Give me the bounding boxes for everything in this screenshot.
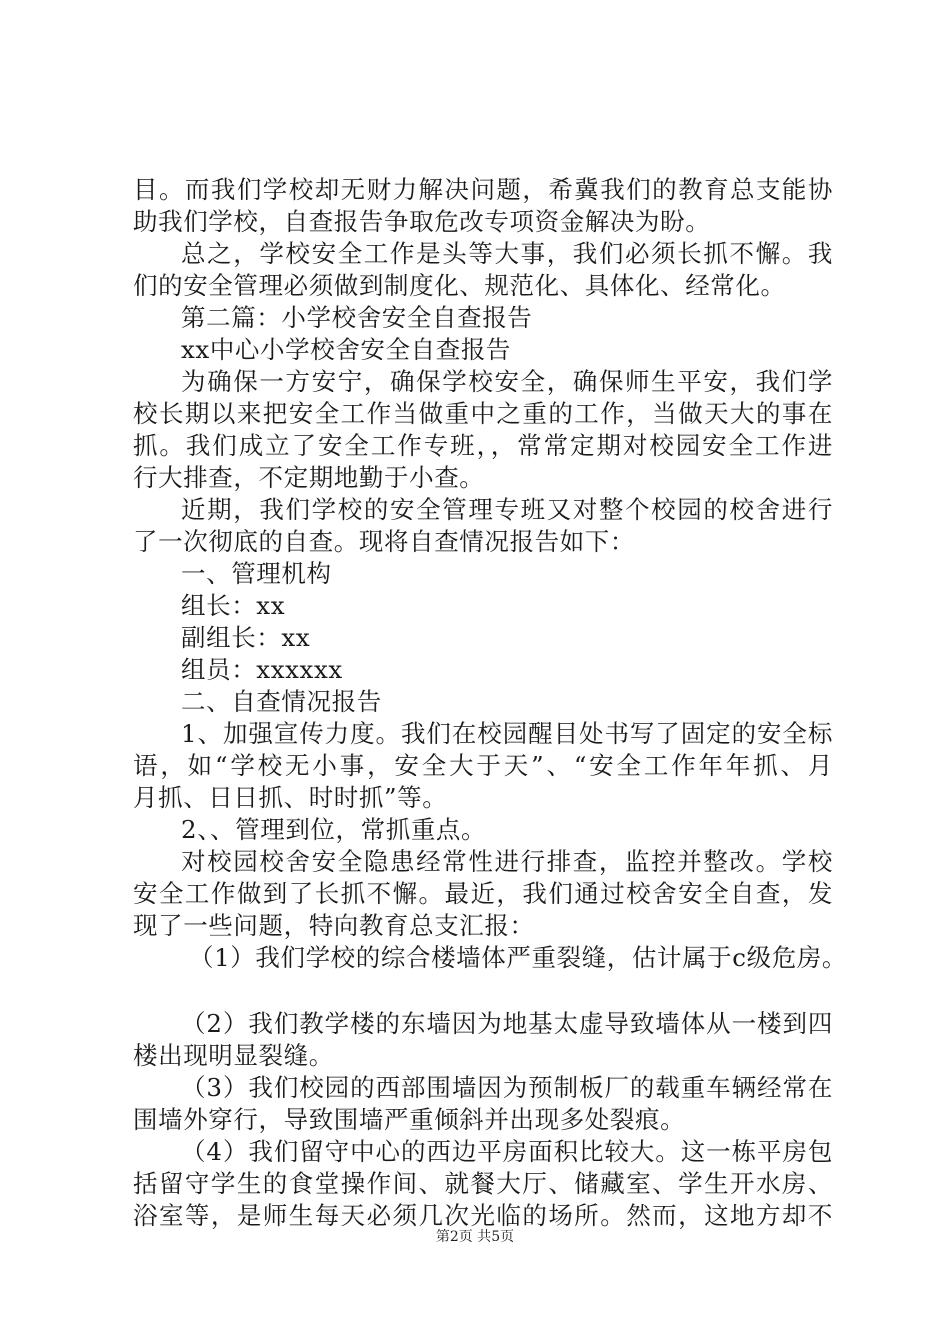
paragraph-start: 对校园校舍安全隐患经常性进行排查，监控并整改。学校 [181, 847, 833, 876]
section-heading: 第二篇：小学校舍安全自查报告 [181, 303, 533, 332]
text-line: 语，如“学校无小事，安全大于天”、“安全工作年年抓、月 [133, 751, 833, 780]
list-item: 副组长：xx [181, 623, 311, 652]
list-item: （3）我们校园的西部围墙因为预制板厂的载重车辆经常在 [181, 1073, 833, 1102]
paragraph-start: 2、、管理到位，常抓重点。 [181, 815, 487, 844]
list-item: （1）我们学校的综合楼墙体严重裂缝，估计属于c级危房。 [189, 943, 848, 972]
text-line: 月抓、日日抓、时时抓”等。 [133, 783, 448, 812]
list-item: 组员：xxxxxx [181, 655, 343, 684]
text-line: 楼出现明显裂缝。 [133, 1041, 334, 1070]
paragraph-start: 为确保一方安宁，确保学校安全，确保师生平安，我们学 [181, 367, 833, 396]
blank-line [133, 974, 833, 1008]
document-body [133, 174, 848, 1232]
list-item: （2）我们教学楼的东墙因为地基太虚导致墙体从一楼到四 [181, 1009, 833, 1038]
text-line: 括留守学生的食堂操作间、就餐大厅、储藏室、学生开水房、 [133, 1169, 833, 1198]
text-line: 目。而我们学校却无财力解决问题，希冀我们的教育总支能协 [133, 175, 833, 204]
text-line: 现了一些问题，特向教育总支汇报： [133, 911, 535, 940]
paragraph-start: 近期，我们学校的安全管理专班又对整个校园的校舍进行 [181, 495, 833, 524]
section-heading: 一、管理机构 [181, 559, 332, 588]
text-line: 们的安全管理必须做到制度化、规范化、具体化、经常化。 [133, 271, 786, 300]
text-line: 抓。我们成立了安全工作专班，，常常定期对校园安全工作进 [133, 431, 833, 460]
text-line: 围墙外穿行，导致围墙严重倾斜并出现多处裂痕。 [133, 1105, 686, 1134]
text-line: 行大排查，不定期地勤于小查。 [133, 463, 485, 492]
paragraph-start: 总之，学校安全工作是头等大事，我们必须长抓不懈。我 [181, 239, 833, 268]
text-line: 校长期以来把安全工作当做重中之重的工作，当做天大的事在 [133, 399, 833, 428]
section-heading: 二、自查情况报告 [181, 687, 382, 716]
text-line: 助我们学校，自查报告争取危改专项资金解决为盼。 [133, 207, 711, 236]
text-line: 了一次彻底的自查。现将自查情况报告如下： [133, 527, 635, 556]
paragraph-start: 1、加强宣传力度。我们在校园醒目处书写了固定的安全标 [181, 719, 833, 748]
text-line: 安全工作做到了长抓不懈。最近，我们通过校舍安全自查，发 [133, 879, 833, 908]
page-footer: 第2页 共5页 [435, 1229, 515, 1245]
text-line: 浴室等，是师生每天必须几次光临的场所。然而，这地方却不 [133, 1201, 833, 1230]
report-title: xx中心小学校舍安全自查报告 [181, 335, 512, 364]
list-item: 组长：xx [181, 591, 286, 620]
list-item: （4）我们留守中心的西边平房面积比较大。这一栋平房包 [181, 1137, 833, 1166]
